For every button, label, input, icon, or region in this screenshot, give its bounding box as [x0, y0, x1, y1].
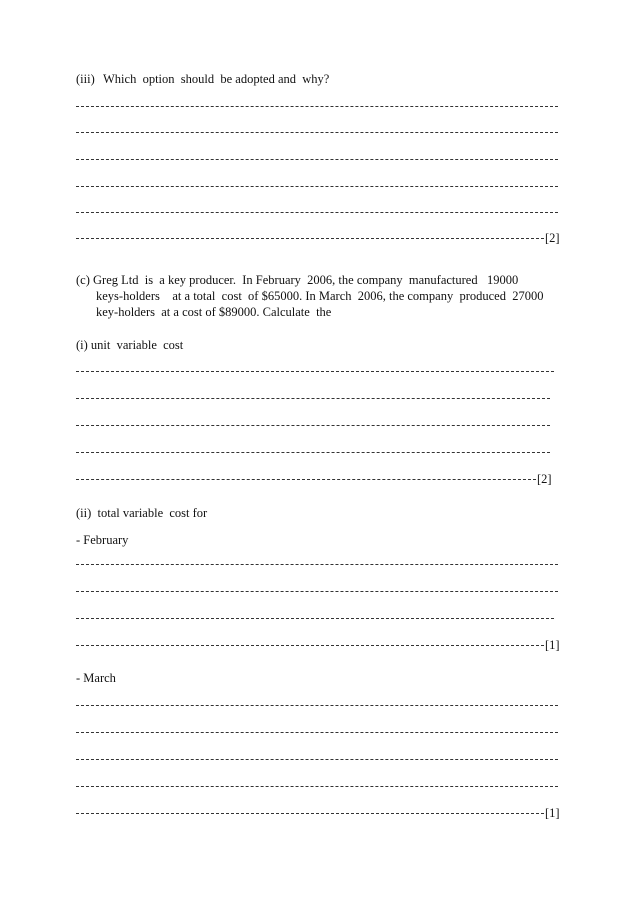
answer-line[interactable] [76, 813, 544, 814]
answer-line[interactable] [76, 645, 544, 646]
answer-line[interactable] [76, 106, 558, 107]
question-iii-text: Which option should be adopted and why? [103, 72, 330, 86]
answer-line[interactable] [76, 425, 550, 426]
answer-line[interactable] [76, 759, 558, 760]
answer-line[interactable] [76, 371, 554, 372]
answer-line[interactable] [76, 238, 544, 239]
march-label: - March [76, 671, 116, 685]
answer-line[interactable] [76, 186, 558, 187]
answer-line[interactable] [76, 479, 536, 480]
answer-line[interactable] [76, 591, 558, 592]
answer-line[interactable] [76, 705, 558, 706]
question-c-ii-label: (ii) total variable cost for [76, 506, 208, 520]
question-c-line-1: (c) Greg Ltd is a key producer. In February 2006, the company manufactured 19000 [76, 273, 519, 287]
marks-allocation: [1] [545, 638, 560, 652]
marks-allocation: [2] [545, 231, 560, 245]
answer-line[interactable] [76, 452, 550, 453]
answer-line[interactable] [76, 159, 558, 160]
marks-allocation: [1] [545, 806, 560, 820]
question-iii-number: (iii) [76, 72, 95, 86]
february-label: - February [76, 533, 129, 547]
question-c-i-label: (i) unit variable cost [76, 338, 184, 352]
answer-line[interactable] [76, 618, 554, 619]
question-c-line-2: keys-holders at a total cost of $65000. In March 2006, the company produced 27000 [96, 289, 544, 303]
marks-allocation: [2] [537, 472, 552, 486]
answer-line[interactable] [76, 132, 558, 133]
question-c-line-3: key-holders at a cost of $89000. Calculate the [96, 305, 332, 319]
answer-line[interactable] [76, 212, 558, 213]
answer-line[interactable] [76, 564, 558, 565]
answer-line[interactable] [76, 398, 550, 399]
answer-line[interactable] [76, 732, 558, 733]
answer-line[interactable] [76, 786, 558, 787]
